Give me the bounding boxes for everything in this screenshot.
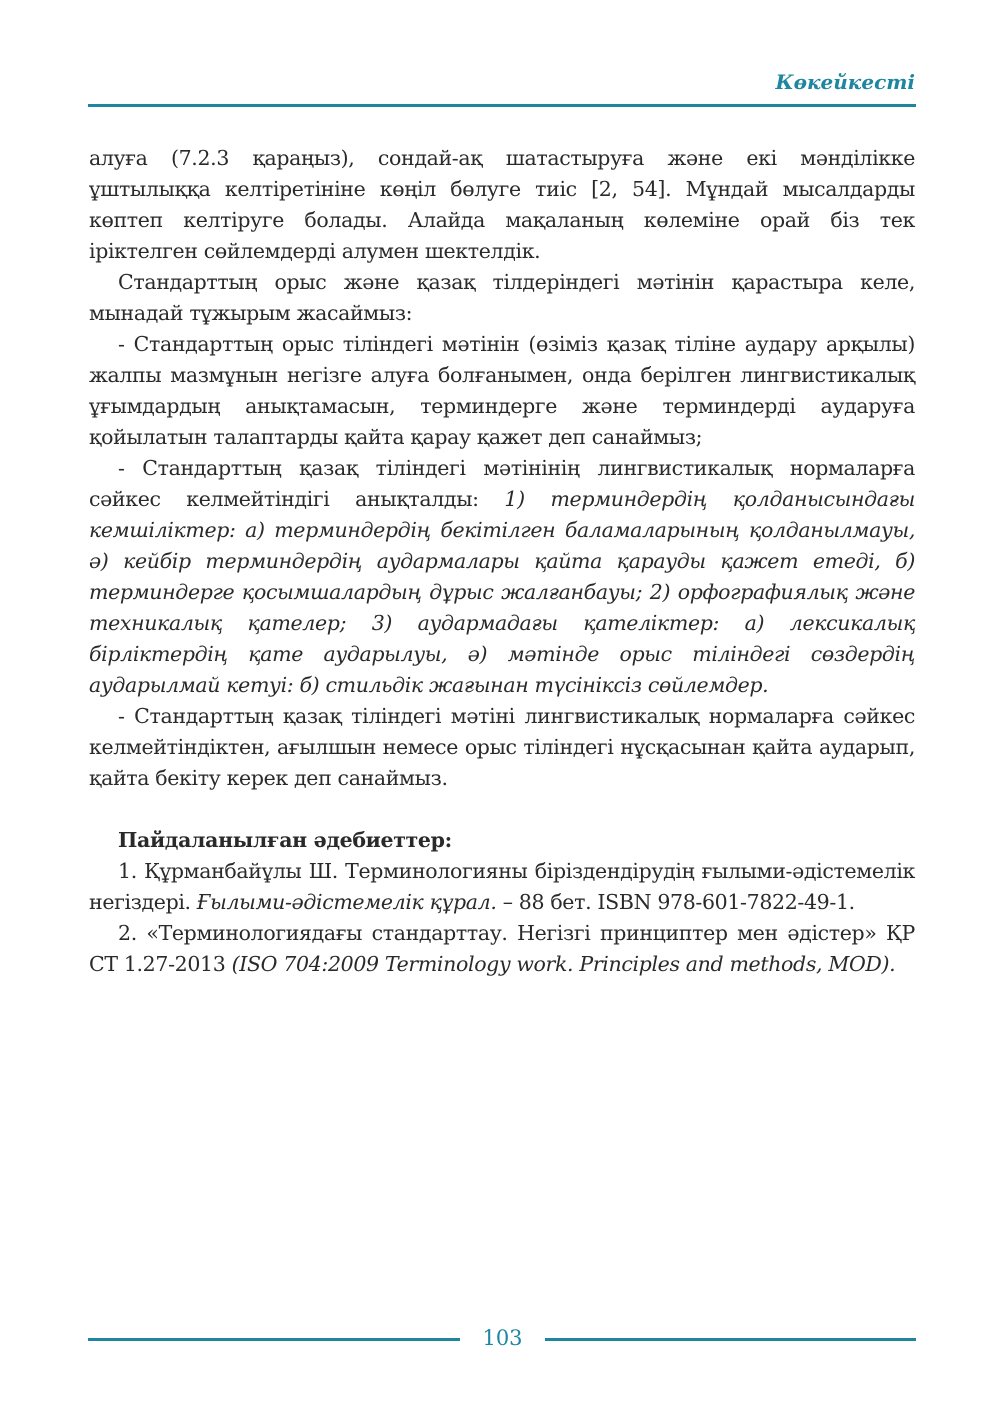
running-header-title: Көкейкесті [775,70,915,94]
point-italic-list: 1) терминдердің қолданысындағы кемшіліктер: а) терминдердің бекітілген баламаларының қолданылмауы, ә) кейбір терминдердің аудармалары қайта қарауды қажет етеді, б) терминдерге қосымшалардың дұрыс жалғанбауы; 2) орфографиялық және техникалық қателер; 3) аудармадағы қателіктер: а) лексикалық бірліктердің қате аударылуы, ә) мәтінде орыс тіліндегі сөздердің аударылмай кетуі: б) стильдік жағынан түсініксіз сөйлемдер. [89,487,915,697]
paragraph-point-retranslate: - Стандарттың қазақ тіліндегі мәтіні лингвистикалық нормаларға сәйкес келмейтіндіктен, ағылшын немесе орыс тіліндегі нұсқасынан қайта аударып, қайта бекіту керек деп санаймыз. [89,704,915,790]
paragraph-point-kazakh-text [89,453,915,701]
header-divider [88,104,916,107]
page-number: 103 [482,1326,523,1350]
paragraph-point-russian-text: - Стандарттың орыс тіліндегі мәтінін (өзіміз қазақ тіліне аудару арқылы) жалпы мазмұнын негізге алуға болғанымен, онда берілген лингвистикалық ұғымдардың анықтамасын, терминдерге және терминдерді аударуға қойылатын талаптарды қайта қарау қажет деп санаймыз; [89,332,915,449]
reference-1-italic: Ғылыми-әдістемелік құрал. [196,890,497,914]
paragraph-conclusion-intro: Стандарттың орыс және қазақ тілдеріндегі мәтінін қарастыра келе, мынадай тұжырым жасаймыз: [89,270,915,325]
point-lead-text: - Стандарттың қазақ тіліндегі мәтінінің лингвистикалық нормаларға сәйкес келмейтіндігі анықталды: [89,456,915,511]
page-body [89,143,915,980]
references-heading: Пайдаланылған әдебиеттер: [118,828,452,852]
reference-2-italic: (ISO 704:2009 Terminology work. Principles and methods, MOD). [231,952,896,976]
section-spacer [89,794,915,825]
reference-item-1 [89,856,915,918]
footer-divider-left [88,1338,460,1341]
footer-divider-right [545,1338,916,1341]
reference-2-text: 2. «Терминологиядағы стандарттау. Негізгі принциптер мен әдістер» ҚР СТ 1.27-2013 [89,921,915,976]
paragraph-continuation: алуға (7.2.3 қараңыз), сондай-ақ шатастыруға және екі мәнділікке ұштылыққа келтіретініне көңіл бөлуге тиіс [2, 54]. Мұндай мысалдарды көптеп келтіруге болады. Алайда мақаланың көлеміне орай біз тек іріктелген сөйлемдерді алумен шектелдік. [89,146,915,263]
reference-item-2 [89,918,915,980]
reference-1-text: 1. Құрманбайұлы Ш. Терминологияны біріздендірудің ғылыми-әдістемелік негіздері. [89,859,915,914]
reference-1-tail: – 88 бет. ISBN 978-601-7822-49-1. [496,890,855,914]
